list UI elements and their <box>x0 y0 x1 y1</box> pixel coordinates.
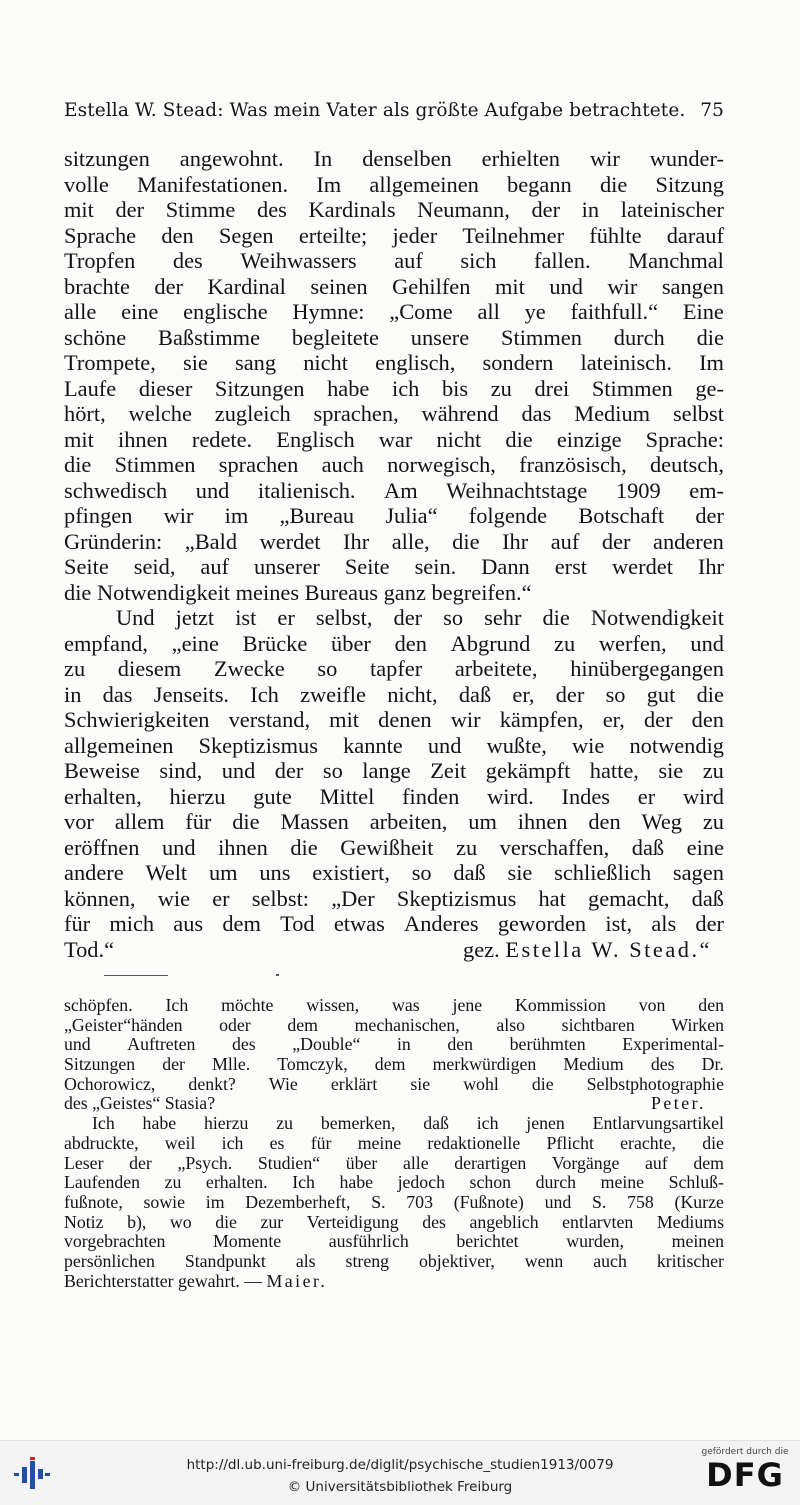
editor-note-line: Leser der „Psych. Studien“ über alle derartigen Vorgänge auf dem <box>64 1152 724 1173</box>
footnote-signer: Peter. <box>651 1093 706 1114</box>
body-line: in das Jenseits. Ich zweifle nicht, daß er, der so gut die <box>64 681 724 707</box>
body-line: schöne Baßstimme begleitete unsere Stimmen durch die <box>64 324 724 350</box>
signature-name: Estella W. Stead.“ <box>505 936 712 962</box>
body-line: erhalten, hierzu gute Mittel finden wird. Indes er wird <box>64 783 724 809</box>
body-line: pfingen wir im „Bureau Julia“ folgende Botschaft der <box>64 503 724 528</box>
footnote-line: „Geister“händen oder dem mechanischen, also sichtbaren Wirken <box>64 1014 724 1035</box>
closing-line <box>64 937 724 963</box>
body-line: mit der Stimme des Kardinals Neumann, der in lateinischer <box>64 197 724 222</box>
footnote-text: des „Geistes“ Stasia? <box>64 1093 216 1114</box>
body-line: Trompete, sie sang nicht englisch, sondern lateinisch. Im <box>64 350 724 375</box>
running-header <box>64 100 724 121</box>
footnote-line: Ochorowicz, denkt? Wie erklärt sie wohl die Selbstphotographie <box>64 1073 724 1094</box>
closing-word: Tod.“ <box>64 936 115 962</box>
body-line: zu diesem Zwecke so tapfer arbeitete, hinübergegangen <box>64 656 724 681</box>
editor-note-line: persönlichen Standpunkt als streng objektiver, wenn auch kritischer <box>64 1250 724 1271</box>
editor-note-line: abdruckte, weil ich es für meine redaktionelle Pflicht erachte, die <box>64 1132 724 1153</box>
copyright: © Universitätsbibliothek Freiburg <box>287 1479 513 1495</box>
body-line: schwedisch und italienisch. Am Weihnachtstage 1909 em- <box>64 477 724 503</box>
signature-prefix: gez. <box>463 936 500 962</box>
body-text <box>64 146 724 962</box>
signature <box>463 937 724 963</box>
body-line: mit ihnen redete. Englisch war nicht die einzige Sprache: <box>64 426 724 452</box>
editor-note-line: Ich habe hierzu zu bemerken, daß ich jenen Entlarvungsartikel <box>92 1113 724 1134</box>
footnote-line: schöpfen. Ich möchte wissen, was jene Kommission von den <box>64 995 724 1015</box>
body-line: allgemeinen Skeptizismus kannte und wußte, wie notwendig <box>64 732 724 758</box>
dfg-logo <box>700 1447 790 1501</box>
body-line: eröffnen und ihnen die Gewißheit zu verschaffen, daß eine <box>64 834 724 860</box>
editor-note-line: Laufenden zu erhalten. Ich habe jedoch schon durch meine Schluß- <box>64 1172 724 1193</box>
footer-bar <box>0 1440 800 1505</box>
body-line: Laufe dieser Sitzungen habe ich bis zu drei Stimmen ge- <box>64 375 724 401</box>
running-title: Estella W. Stead: Was mein Vater als größte Aufgabe betrachtete. <box>64 100 686 121</box>
body-line: Tropfen des Weihwassers auf sich fallen. Manchmal <box>64 248 724 273</box>
body-line: für mich aus dem Tod etwas Anderes geworden ist, als der <box>64 911 724 936</box>
footnote-signature-line <box>64 1094 724 1114</box>
body-line: alle eine englische Hymne: „Come all ye faithfull.“ Eine <box>64 299 724 324</box>
footnote-separator <box>104 975 168 976</box>
body-line: vor allem für die Massen arbeiten, um ihnen den Weg zu <box>64 809 724 834</box>
dfg-logo-text: DFG <box>706 1456 784 1494</box>
body-line: Schwierigkeiten verstand, mit denen wir kämpfen, er, der den <box>64 707 724 732</box>
body-line: empfand, „eine Brücke über den Abgrund zu werfen, und <box>64 630 724 656</box>
body-line: Beweise sind, und der so lange Zeit gekämpft hatte, sie zu <box>64 758 724 783</box>
body-line: können, wie er selbst: „Der Skeptizismus hat gemacht, daß <box>64 885 724 911</box>
body-line: die Stimmen sprachen auch norwegisch, französisch, deutsch, <box>64 452 724 477</box>
footnote-line: Sitzungen der Mlle. Tomczyk, dem merkwürdigen Medium des Dr. <box>64 1054 724 1075</box>
body-line: sitzungen angewohnt. In denselben erhielten wir wunder- <box>64 146 724 171</box>
body-line: Sprache den Segen erteilte; jeder Teilnehmer fühlte darauf <box>64 222 724 248</box>
editor-note-line: Notiz b), wo die zur Verteidigung des angeblich entlarvten Mediums <box>64 1211 724 1232</box>
editor-note-last-line <box>64 1272 724 1292</box>
dfg-caption: gefördert durch die <box>701 1447 789 1457</box>
editor-note-line: vorgebrachten Momente ausführlich berichtet wurden, meinen <box>64 1231 724 1252</box>
footnotes <box>64 996 724 1291</box>
page-number: 75 <box>700 100 724 121</box>
editor-note-line: fußnote, sowie im Dezemberheft, S. 703 (Fußnote) und S. 758 (Kurze <box>64 1191 724 1212</box>
body-line: andere Welt um uns existiert, so daß sie schließlich sagen <box>64 860 724 885</box>
editor-signer: Maier. <box>266 1270 328 1291</box>
body-line: hört, welche zugleich sprachen, während das Medium selbst <box>64 401 724 426</box>
body-line: volle Manifestationen. Im allgemeinen begann die Sitzung <box>64 171 724 197</box>
body-line: brachte der Kardinal seinen Gehilfen mit und wir sangen <box>64 273 724 299</box>
body-line: Und jetzt ist er selbst, der so sehr die Notwendigkeit <box>116 605 724 630</box>
body-line: Gründerin: „Bald werdet Ihr alle, die Ihr auf der anderen <box>64 528 724 554</box>
editor-note-text: Berichterstatter gewahrt. — <box>64 1270 262 1291</box>
source-url[interactable]: http://dl.ub.uni-freiburg.de/diglit/psychische_studien1913/0079 <box>186 1457 614 1473</box>
body-line: die Notwendigkeit meines Bureaus ganz begreifen.“ <box>64 579 532 605</box>
footnote-line: und Auftreten des „Double“ in den berühmten Experimental- <box>64 1034 724 1055</box>
separator-dot <box>276 974 279 976</box>
body-line: Seite seid, auf unserer Seite sein. Dann erst werdet Ihr <box>64 554 724 579</box>
